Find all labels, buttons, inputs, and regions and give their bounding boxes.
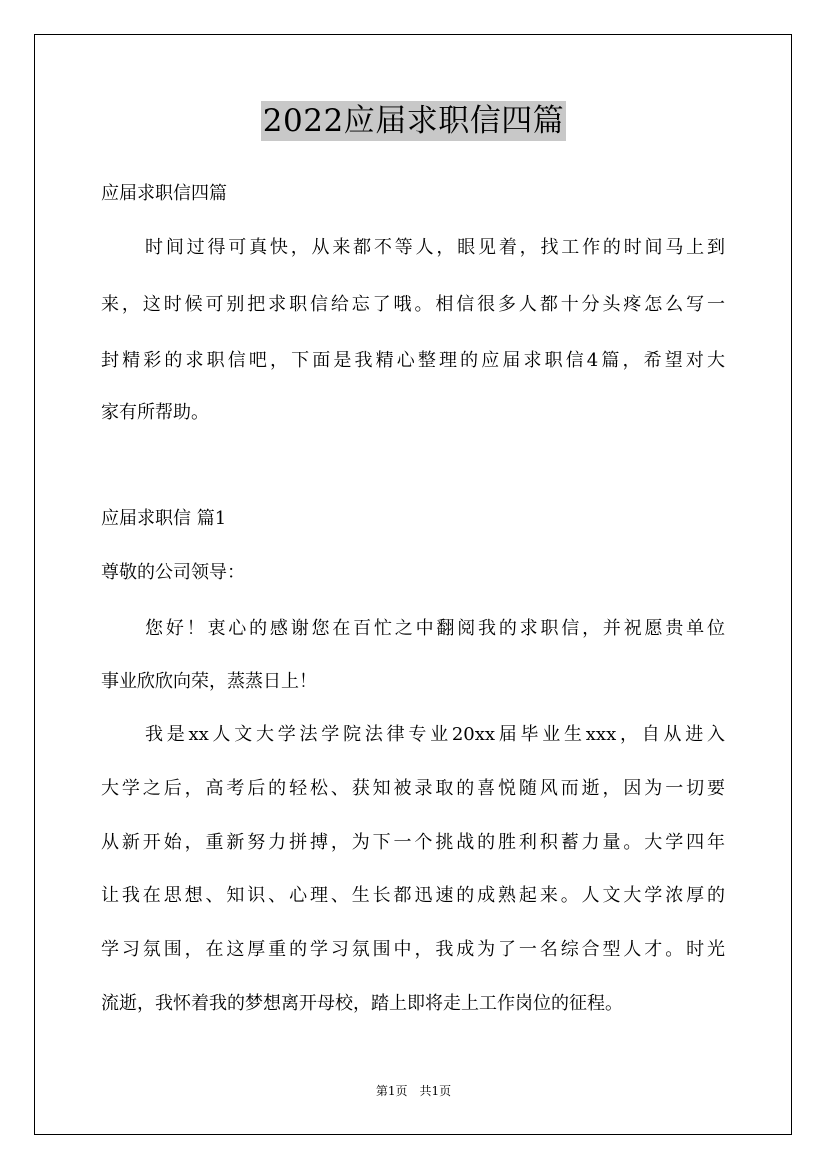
paragraph-line: 从新开始，重新努力拼搏，为下一个挑战的胜利积蓄力量。大学四年 (101, 832, 725, 853)
paragraph-line: 让我在思想、知识、心理、生长都迅速的成熟起来。人文大学浓厚的 (101, 885, 725, 906)
intro-line: 封精彩的求职信吧，下面是我精心整理的应届求职信4篇，希望对大 (101, 350, 725, 371)
paragraph-line: 我是xx人文大学法学院法律专业20xx届毕业生xxx，自从进入 (145, 724, 725, 745)
paragraph-line: 事业欣欣向荣，蒸蒸日上！ (101, 671, 317, 692)
intro-line: 家有所帮助。 (101, 402, 209, 423)
page-footer: 第1页 共1页 (375, 1084, 452, 1098)
paragraph-line: 学习氛围，在这厚重的学习氛围中，我成为了一名综合型人才。时光 (101, 939, 725, 960)
title-container (0, 101, 827, 141)
intro-line: 时间过得可真快，从来都不等人，眼见着，找工作的时间马上到 (145, 237, 725, 258)
document-subtitle: 应届求职信四篇 (101, 183, 227, 204)
paragraph-line: 流逝，我怀着我的梦想离开母校，踏上即将走上工作岗位的征程。 (101, 993, 623, 1014)
salutation: 尊敬的公司领导： (101, 562, 245, 583)
paragraph-line: 大学之后，高考后的轻松、获知被录取的喜悦随风而逝，因为一切要 (101, 778, 725, 799)
section-heading: 应届求职信 篇1 (101, 508, 227, 529)
intro-line: 来，这时候可别把求职信给忘了哦。相信很多人都十分头疼怎么写一 (101, 294, 725, 315)
document-title: 2022应届求职信四篇 (262, 103, 565, 139)
paragraph-line: 您好！衷心的感谢您在百忙之中翻阅我的求职信，并祝愿贵单位 (145, 618, 725, 639)
